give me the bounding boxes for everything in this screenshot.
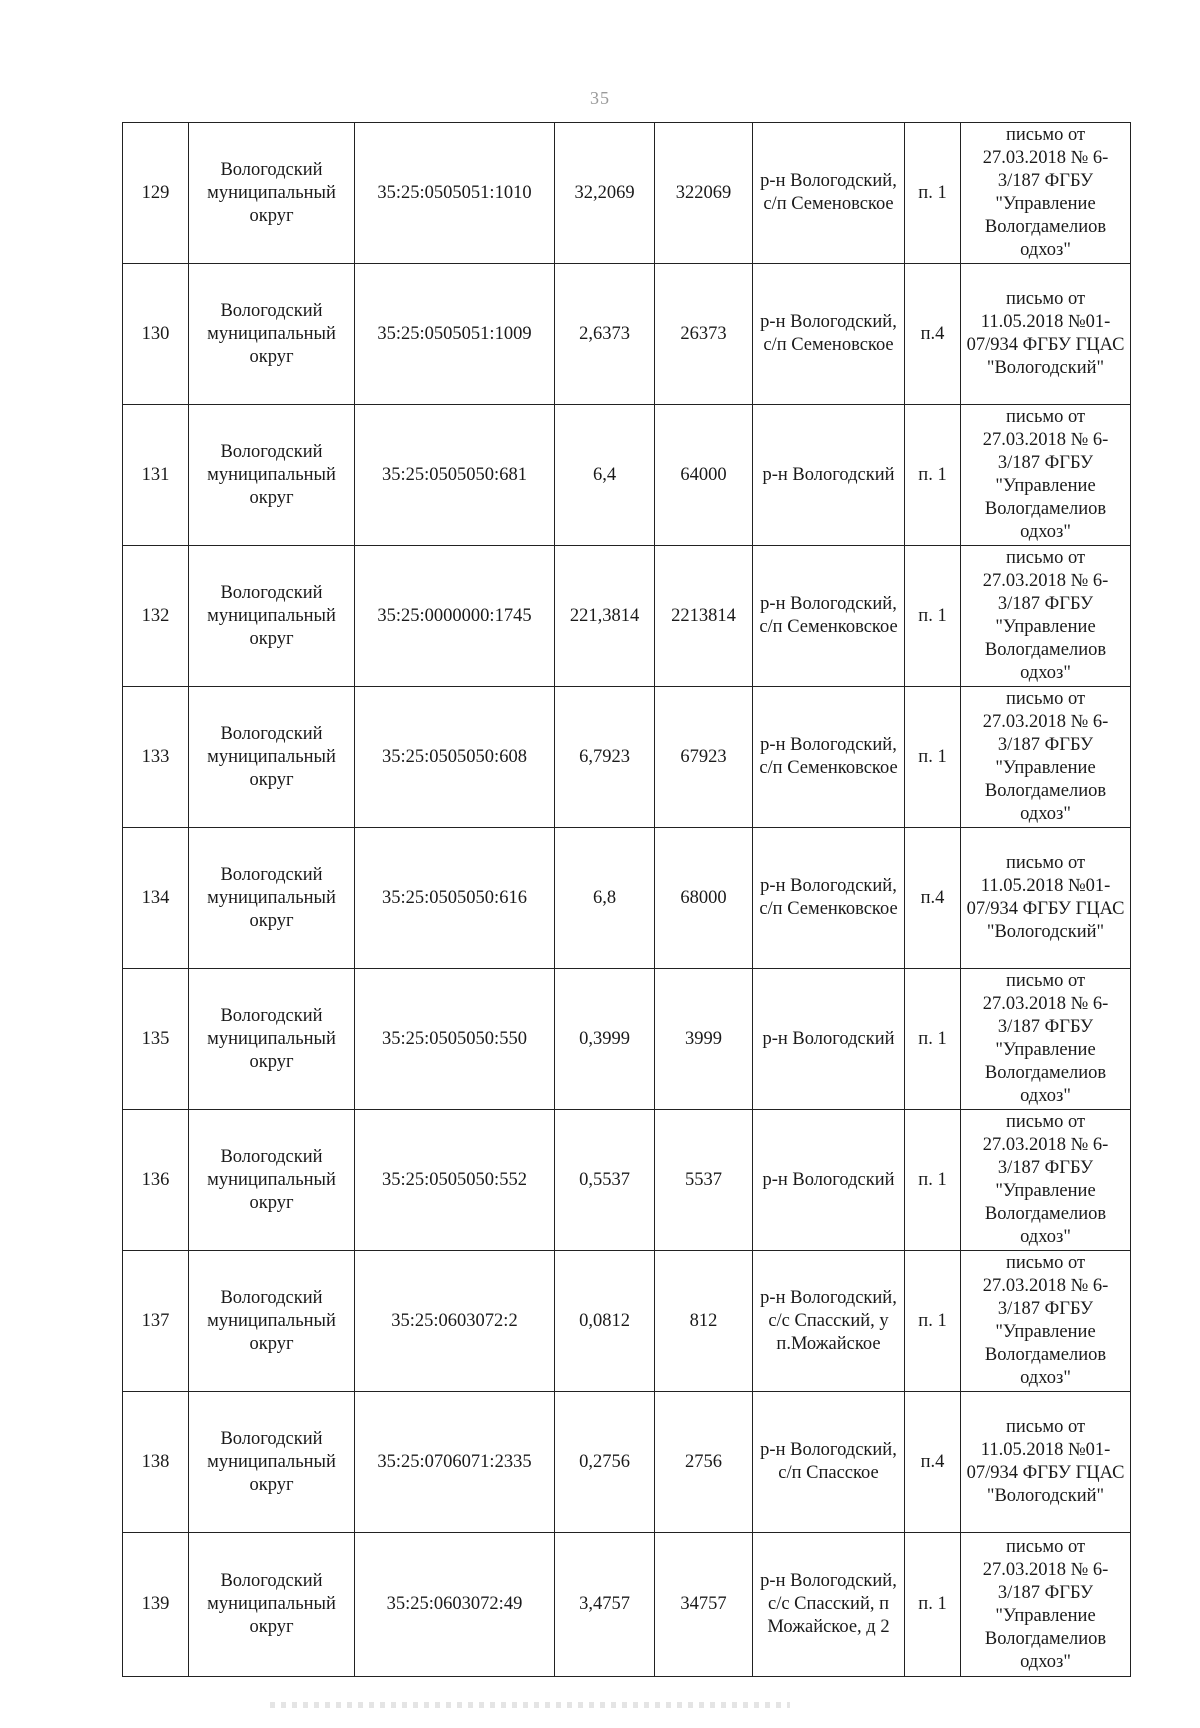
area-ha-cell: 2,6373: [555, 264, 655, 405]
district-cell: Вологодский муниципальный округ: [189, 687, 355, 828]
table-row: [123, 687, 1131, 828]
row-number-cell: 139: [123, 1533, 189, 1677]
location-cell: р-н Вологодский: [753, 1110, 905, 1251]
row-number-cell: 135: [123, 969, 189, 1110]
row-number-cell: 131: [123, 405, 189, 546]
location-cell: р-н Вологодский, с/п Семеновское: [753, 264, 905, 405]
basis-document-cell: письмо от 27.03.2018 № 6-3/187 ФГБУ "Управление Вологдамелиов одхоз": [961, 1110, 1131, 1251]
district-cell: Вологодский муниципальный округ: [189, 1110, 355, 1251]
row-number-cell: 137: [123, 1251, 189, 1392]
area-ha-cell: 0,0812: [555, 1251, 655, 1392]
area-sqm-cell: 67923: [655, 687, 753, 828]
area-ha-cell: 32,2069: [555, 123, 655, 264]
clause-cell: п. 1: [905, 405, 961, 546]
location-cell: р-н Вологодский, с/с Спасский, п Можайское, д 2: [753, 1533, 905, 1677]
clause-cell: п.4: [905, 264, 961, 405]
area-ha-cell: 0,3999: [555, 969, 655, 1110]
cadastral-number-cell: 35:25:0505051:1009: [355, 264, 555, 405]
district-cell: Вологодский муниципальный округ: [189, 1533, 355, 1677]
table-row: [123, 264, 1131, 405]
basis-document-cell: письмо от 27.03.2018 № 6-3/187 ФГБУ "Управление Вологдамелиов одхоз": [961, 123, 1131, 264]
clause-cell: п. 1: [905, 1251, 961, 1392]
clause-cell: п. 1: [905, 687, 961, 828]
basis-document-cell: письмо от 27.03.2018 № 6-3/187 ФГБУ "Управление Вологдамелиов одхоз": [961, 687, 1131, 828]
location-cell: р-н Вологодский, с/п Семенковское: [753, 687, 905, 828]
table-row: [123, 828, 1131, 969]
clause-cell: п. 1: [905, 123, 961, 264]
table-row: [123, 546, 1131, 687]
area-sqm-cell: 322069: [655, 123, 753, 264]
cadastral-number-cell: 35:25:0603072:49: [355, 1533, 555, 1677]
cadastral-number-cell: 35:25:0505050:681: [355, 405, 555, 546]
district-cell: Вологодский муниципальный округ: [189, 1392, 355, 1533]
cadastral-number-cell: 35:25:0603072:2: [355, 1251, 555, 1392]
cadastral-number-cell: 35:25:0706071:2335: [355, 1392, 555, 1533]
area-ha-cell: 221,3814: [555, 546, 655, 687]
cadastral-number-cell: 35:25:0505050:616: [355, 828, 555, 969]
area-ha-cell: 0,5537: [555, 1110, 655, 1251]
cadastral-number-cell: 35:25:0505050:552: [355, 1110, 555, 1251]
row-number-cell: 133: [123, 687, 189, 828]
location-cell: р-н Вологодский: [753, 969, 905, 1110]
table-row: [123, 969, 1131, 1110]
location-cell: р-н Вологодский: [753, 405, 905, 546]
clause-cell: п. 1: [905, 1110, 961, 1251]
basis-document-cell: письмо от 27.03.2018 № 6-3/187 ФГБУ "Управление Вологдамелиов одхоз": [961, 1251, 1131, 1392]
cadastral-number-cell: 35:25:0505050:608: [355, 687, 555, 828]
location-cell: р-н Вологодский, с/п Семенковское: [753, 546, 905, 687]
area-ha-cell: 6,4: [555, 405, 655, 546]
area-sqm-cell: 26373: [655, 264, 753, 405]
clause-cell: п.4: [905, 828, 961, 969]
area-sqm-cell: 5537: [655, 1110, 753, 1251]
area-sqm-cell: 3999: [655, 969, 753, 1110]
cadastral-number-cell: 35:25:0505050:550: [355, 969, 555, 1110]
area-ha-cell: 3,4757: [555, 1533, 655, 1677]
table-row: [123, 123, 1131, 264]
basis-document-cell: письмо от 27.03.2018 № 6-3/187 ФГБУ "Управление Вологдамелиов одхоз": [961, 405, 1131, 546]
area-ha-cell: 6,7923: [555, 687, 655, 828]
district-cell: Вологодский муниципальный округ: [189, 1251, 355, 1392]
district-cell: Вологодский муниципальный округ: [189, 546, 355, 687]
basis-document-cell: письмо от 11.05.2018 №01-07/934 ФГБУ ГЦАС "Вологодский": [961, 828, 1131, 969]
location-cell: р-н Вологодский, с/п Семенковское: [753, 828, 905, 969]
clause-cell: п. 1: [905, 969, 961, 1110]
area-sqm-cell: 2213814: [655, 546, 753, 687]
table-row: [123, 1392, 1131, 1533]
table-row: [123, 1251, 1131, 1392]
page-number: 35: [590, 88, 610, 108]
area-ha-cell: 0,2756: [555, 1392, 655, 1533]
basis-document-cell: письмо от 11.05.2018 №01-07/934 ФГБУ ГЦАС "Вологодский": [961, 264, 1131, 405]
area-sqm-cell: 68000: [655, 828, 753, 969]
location-cell: р-н Вологодский, с/п Семеновское: [753, 123, 905, 264]
basis-document-cell: письмо от 27.03.2018 № 6-3/187 ФГБУ "Управление Вологдамелиов одхоз": [961, 969, 1131, 1110]
location-cell: р-н Вологодский, с/п Спасское: [753, 1392, 905, 1533]
area-sqm-cell: 64000: [655, 405, 753, 546]
table-body: [123, 123, 1131, 1677]
row-number-cell: 138: [123, 1392, 189, 1533]
row-number-cell: 136: [123, 1110, 189, 1251]
row-number-cell: 129: [123, 123, 189, 264]
basis-document-cell: письмо от 27.03.2018 № 6-3/187 ФГБУ "Управление Вологдамелиов одхоз": [961, 1533, 1131, 1677]
cadastral-number-cell: 35:25:0000000:1745: [355, 546, 555, 687]
district-cell: Вологодский муниципальный округ: [189, 828, 355, 969]
clause-cell: п. 1: [905, 1533, 961, 1677]
area-sqm-cell: 2756: [655, 1392, 753, 1533]
basis-document-cell: письмо от 11.05.2018 №01-07/934 ФГБУ ГЦАС "Вологодский": [961, 1392, 1131, 1533]
scan-artifact: [270, 1702, 790, 1708]
location-cell: р-н Вологодский, с/с Спасский, у п.Можайское: [753, 1251, 905, 1392]
table-row: [123, 1533, 1131, 1677]
row-number-cell: 130: [123, 264, 189, 405]
district-cell: Вологодский муниципальный округ: [189, 264, 355, 405]
row-number-cell: 132: [123, 546, 189, 687]
table-row: [123, 405, 1131, 546]
district-cell: Вологодский муниципальный округ: [189, 405, 355, 546]
area-sqm-cell: 812: [655, 1251, 753, 1392]
table-row: [123, 1110, 1131, 1251]
basis-document-cell: письмо от 27.03.2018 № 6-3/187 ФГБУ "Управление Вологдамелиов одхоз": [961, 546, 1131, 687]
land-plots-table: [122, 122, 1131, 1677]
district-cell: Вологодский муниципальный округ: [189, 969, 355, 1110]
row-number-cell: 134: [123, 828, 189, 969]
clause-cell: п.4: [905, 1392, 961, 1533]
area-ha-cell: 6,8: [555, 828, 655, 969]
district-cell: Вологодский муниципальный округ: [189, 123, 355, 264]
cadastral-number-cell: 35:25:0505051:1010: [355, 123, 555, 264]
clause-cell: п. 1: [905, 546, 961, 687]
area-sqm-cell: 34757: [655, 1533, 753, 1677]
